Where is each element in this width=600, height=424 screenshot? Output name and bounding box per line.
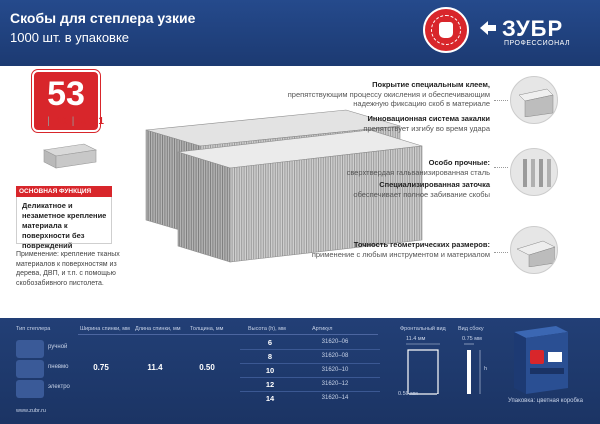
staple-strip-icon [40, 138, 100, 170]
row-divider [240, 363, 380, 364]
brand-logo [478, 16, 593, 48]
length-value: 11.4 [147, 363, 163, 372]
header-tool-type: Тип степлера [16, 326, 51, 332]
type-jt21: JT21 [81, 116, 104, 127]
header-side-view: Вид сбоку [458, 326, 484, 332]
header-article: Артикул [312, 326, 333, 332]
header-length: Длина спинки, мм [135, 326, 181, 332]
table-row-height: 12 [265, 380, 275, 389]
side-width-dimension: 0.75 мм [462, 336, 482, 342]
feature-glue: Покрытие специальным клеем, препятствующим процессу окисления и обеспечивающим надежную фиксацию скоб в материале [287, 80, 490, 108]
thickness-value: 0.50 [199, 363, 215, 372]
header-front-view: Фронтальный вид [400, 326, 446, 332]
header-divider [78, 334, 378, 335]
use-manual: ручной [48, 344, 68, 350]
electric-stapler-icon [16, 380, 44, 398]
front-thickness-dimension: 0.50 мм [398, 391, 418, 397]
height-label: h [484, 366, 488, 372]
use-pneumatic: пневмо [48, 364, 69, 370]
table-row-article: 31620–08 [321, 353, 349, 359]
brand-name: ЗУБР [502, 16, 564, 41]
type-a: A [36, 116, 44, 127]
header-height: Высота (h), мм [248, 326, 286, 332]
page-title: Скобы для степлера узкие [10, 10, 196, 26]
macro-glue-image [510, 76, 558, 124]
quality-seal-icon [423, 7, 469, 53]
feature-connector [494, 252, 508, 253]
macro-precision-image [510, 226, 558, 274]
header-thickness: Толщина, мм [190, 326, 224, 332]
pneumatic-stapler-icon [16, 360, 44, 378]
type-10: 10 [56, 116, 68, 127]
page-subtitle: 1000 шт. в упаковке [10, 30, 130, 45]
feature-hardening: Инновационная система закалки препятствует изгибу во время удара [363, 114, 490, 133]
table-row-article: 31620–10 [321, 367, 349, 373]
main-function-tag: ОСНОВНАЯ ФУНКЦИЯ [16, 186, 112, 197]
table-row-height: 6 [267, 338, 273, 347]
compatible-types: A | 10 | JT21 [36, 116, 104, 127]
feature-strong: Особо прочные: сверхтвердая гальванизированная сталь [346, 158, 490, 177]
row-divider [240, 377, 380, 378]
table-row-height: 8 [267, 352, 273, 361]
package-box-image [506, 322, 576, 396]
manual-stapler-icon [16, 340, 44, 358]
front-width-dimension: 11.4 мм [406, 336, 426, 342]
use-electric: электро [48, 384, 70, 390]
table-row-article: 31620–06 [321, 339, 349, 345]
staple-type-number: 53 [47, 75, 85, 113]
feature-precision: Точность геометрических размеров: применение с любым инструментом и материалом [311, 240, 490, 259]
header-wire-width: Ширина спинки, мм [80, 326, 130, 332]
table-row-height: 10 [265, 366, 275, 375]
main-function-text: Деликатное и незаметное крепление материала к поверхности без повреждений [22, 201, 107, 250]
package-label: Упаковка: цветная коробка [508, 398, 584, 404]
brand-mark-icon [478, 18, 498, 38]
row-divider [240, 391, 380, 392]
table-row-article: 31620–12 [321, 381, 349, 387]
feature-sharpening: Специализированная заточка обеспечивает полное забивание скобы [353, 180, 490, 199]
header-banner [0, 0, 600, 66]
table-row-height: 14 [265, 394, 275, 403]
application-text: Применение: крепление тканых материалов к поверхностям из дерева, ДВП, и т.п. с помощью скобозабивного пистолета. [16, 251, 120, 287]
website-url[interactable]: www.zubr.ru [16, 408, 46, 414]
feature-connector [494, 100, 508, 101]
wire-width-value: 0.75 [93, 363, 109, 372]
feature-connector [494, 167, 508, 168]
macro-strong-image [510, 148, 558, 196]
row-divider [240, 349, 380, 350]
brand-tagline: ПРОФЕССИОНАЛ [504, 40, 571, 47]
table-row-article: 31620–14 [321, 395, 349, 401]
